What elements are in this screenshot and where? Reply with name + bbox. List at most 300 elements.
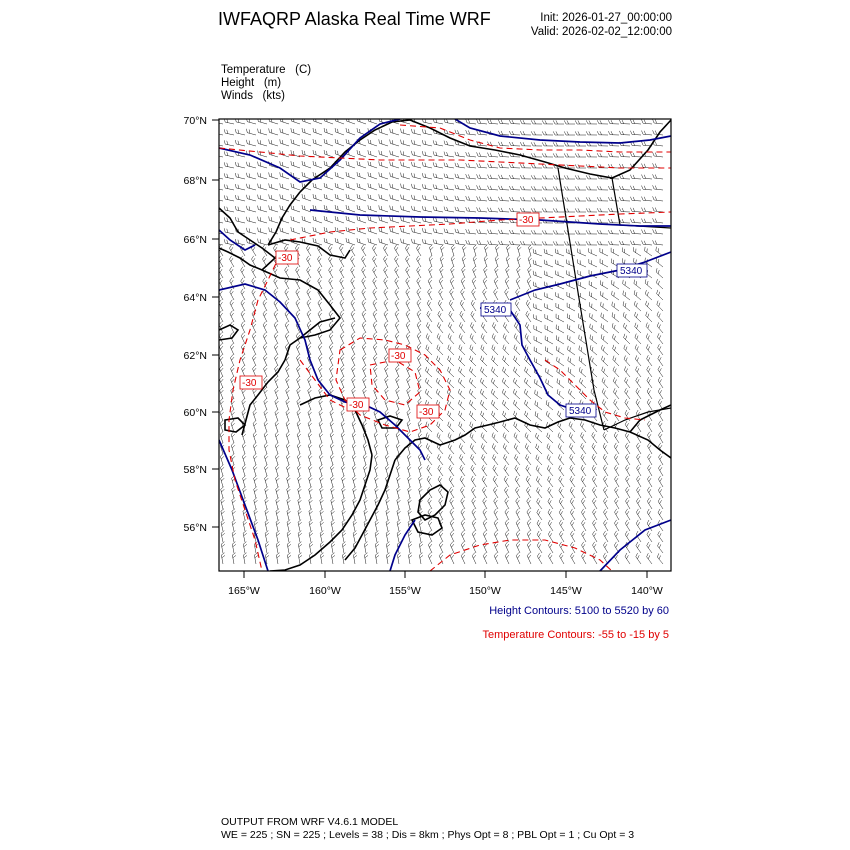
wind-barb (474, 245, 478, 256)
wind-barb (625, 520, 630, 531)
wind-barb (331, 465, 335, 476)
wind-barb (401, 217, 410, 223)
wind-barb (302, 117, 311, 124)
wind-barb (556, 314, 564, 322)
wind-barb (582, 531, 587, 542)
wind-barb (536, 455, 542, 465)
wind-barb (494, 509, 498, 520)
wind-barb (408, 498, 412, 509)
wind-barb (647, 542, 652, 553)
wind-barb (386, 553, 390, 564)
wind-barb (263, 322, 267, 333)
wind-barb (459, 443, 465, 454)
wind-barb (353, 465, 357, 476)
wind-barb (515, 465, 520, 476)
wind-barb (395, 256, 400, 267)
wind-barb (384, 267, 388, 278)
wind-barb (308, 443, 312, 454)
wind-barb (329, 278, 333, 289)
wind-barb (619, 164, 630, 168)
wind-barb (426, 345, 432, 355)
wind-barb (542, 153, 553, 157)
wind-barb (509, 208, 520, 212)
wind-barb (433, 206, 443, 212)
wind-barb (313, 117, 322, 124)
wind-barb (405, 245, 410, 256)
wind-barb (653, 229, 663, 234)
wind-barb (578, 281, 586, 289)
wind-barb (235, 162, 245, 168)
wind-barb (658, 476, 663, 487)
wind-barb (553, 186, 564, 190)
wind-barb (548, 531, 553, 542)
wind-barb (586, 241, 597, 245)
wind-barb (340, 355, 344, 366)
wind-barb (429, 256, 433, 267)
wind-barb (307, 256, 312, 267)
wind-barb (542, 175, 553, 179)
wind-barb (597, 208, 608, 212)
wind-barb (246, 206, 256, 212)
wind-barb (636, 388, 641, 399)
wind-barb (533, 260, 542, 267)
wind-barb (608, 230, 619, 234)
wind-barb (516, 278, 520, 289)
wind-barb (506, 267, 510, 278)
wind-barb (241, 322, 245, 333)
wind-barb (569, 443, 575, 454)
wind-barb (481, 411, 487, 421)
wind-barb (274, 311, 278, 322)
wind-barb (368, 139, 377, 146)
wind-barb (547, 465, 553, 476)
wind-barb (492, 356, 498, 366)
wind-barb (647, 509, 652, 520)
wind-barb (534, 314, 542, 322)
wind-barb (422, 173, 432, 179)
wind-barb (567, 324, 575, 333)
wind-barb (520, 241, 531, 245)
wind-barb (411, 162, 421, 168)
wind-barb (542, 241, 553, 245)
wind-barb (364, 542, 368, 553)
wind-barb (219, 355, 223, 366)
wind-barb (614, 432, 619, 443)
wind-barb (466, 229, 476, 234)
wind-barb (384, 333, 388, 344)
wind-barb (224, 228, 234, 234)
wind-barb (362, 355, 366, 366)
wind-barb (494, 278, 498, 289)
wind-barb (395, 311, 399, 322)
wind-barb (330, 432, 334, 443)
wind-barb (592, 454, 597, 465)
wind-barb (379, 161, 388, 168)
wind-barb (548, 487, 553, 498)
wind-barb (298, 531, 302, 542)
wind-barb (527, 553, 531, 564)
wind-barb (313, 139, 322, 146)
wind-barb (542, 131, 553, 135)
wind-barb (593, 520, 598, 531)
wind-barb (298, 553, 302, 564)
wind-barb (386, 509, 390, 520)
wind-barb (373, 322, 377, 333)
wind-barb (309, 520, 313, 531)
temperature-contour-label: -30 (242, 378, 257, 389)
wind-barb (384, 344, 388, 355)
wind-barb (460, 465, 465, 476)
wind-barb (488, 175, 499, 179)
wind-barb (612, 280, 620, 289)
wind-barb (579, 356, 586, 366)
wind-barb (368, 238, 377, 245)
wind-barb (483, 531, 487, 542)
wind-barb (297, 410, 301, 421)
wind-barb (564, 120, 575, 124)
wind-barb (515, 487, 520, 498)
wind-barb (612, 302, 619, 311)
wind-barb (622, 248, 630, 257)
wind-barb (600, 248, 608, 256)
valid-time: Valid: 2026-02-02_12:00:00 (530, 26, 672, 38)
wind-barb (374, 432, 378, 443)
wind-barb (276, 465, 280, 476)
wind-barb (252, 300, 256, 311)
wind-barb (581, 509, 586, 520)
wind-barb (646, 323, 652, 333)
wind-barb (503, 334, 509, 345)
wind-barb (461, 553, 465, 564)
wind-barb (481, 400, 488, 410)
wind-barb (302, 216, 311, 223)
wind-barb (357, 150, 366, 157)
wind-barb (395, 333, 399, 344)
wind-barb (269, 139, 278, 146)
wind-barb (509, 142, 520, 146)
wind-barb (264, 432, 268, 443)
wind-barb (219, 344, 223, 355)
wind-barb (559, 520, 564, 531)
wind-barb (243, 553, 247, 564)
wind-barb (351, 289, 355, 300)
wind-barb (213, 141, 223, 147)
wind-barb (604, 498, 609, 509)
wind-barb (418, 366, 422, 377)
wind-barb (390, 195, 399, 202)
wind-barb (472, 553, 476, 564)
wind-barb (401, 173, 410, 179)
wind-barb (481, 322, 487, 333)
wind-barb (473, 256, 477, 267)
wind-barb (407, 410, 411, 421)
wind-barb (503, 433, 509, 443)
wind-barb (647, 421, 652, 432)
wind-barb (492, 411, 498, 421)
wind-barb (509, 230, 520, 234)
wind-barb (533, 249, 542, 256)
wind-barb (324, 139, 333, 146)
wind-barb (362, 311, 366, 322)
wind-barb (623, 312, 630, 322)
wind-barb (492, 433, 498, 443)
wind-barb (419, 542, 423, 553)
wind-barb (488, 197, 499, 201)
wind-barb (269, 205, 278, 212)
wind-barb (231, 443, 235, 454)
wind-barb (525, 334, 531, 345)
wind-barb (558, 454, 564, 465)
wind-barb (309, 476, 313, 487)
wind-barb (235, 206, 245, 212)
wind-barb (547, 455, 553, 466)
wind-barb (472, 289, 476, 300)
wind-barb (438, 487, 443, 498)
wind-barb (582, 553, 587, 564)
wind-barb (428, 289, 432, 300)
wind-barb (433, 140, 443, 146)
wind-barb (318, 267, 322, 278)
wind-barb (581, 443, 586, 454)
wind-barb (647, 355, 652, 366)
wind-barb (623, 301, 630, 311)
wind-barb (385, 377, 389, 388)
wind-barb (433, 162, 443, 168)
wind-barb (602, 389, 608, 400)
height-contour-north2 (310, 210, 671, 226)
wind-barb (553, 153, 564, 157)
wind-barb (613, 388, 619, 399)
wind-barb (630, 208, 641, 212)
wind-barb (390, 129, 399, 136)
wind-barb (427, 465, 432, 476)
wind-barb (417, 355, 421, 366)
wind-barb (254, 476, 258, 487)
wind-barb (481, 345, 487, 355)
wind-barb (509, 241, 520, 245)
wind-barb (469, 389, 476, 399)
wind-barb (408, 476, 412, 487)
wind-barb (450, 553, 454, 564)
wind-barb (351, 355, 355, 366)
wind-barb (603, 443, 608, 454)
wind-barb (503, 400, 510, 410)
wind-barb (657, 553, 663, 564)
wind-barb (656, 268, 663, 278)
wind-barb (241, 300, 245, 311)
wind-barb (224, 162, 234, 168)
wind-barb (648, 465, 653, 476)
wind-barb (437, 322, 443, 333)
wind-barb (384, 278, 388, 289)
wind-barb (375, 487, 379, 498)
wind-barb (352, 454, 356, 465)
wind-barb (537, 520, 542, 531)
wind-barb (527, 509, 531, 520)
wind-barb (614, 443, 619, 454)
wind-barb (570, 465, 575, 476)
wind-barb (353, 553, 357, 564)
wind-barb (364, 465, 368, 476)
wind-barb (331, 476, 335, 487)
wind-barb (408, 509, 412, 520)
wind-barb (280, 117, 289, 124)
wind-barb (331, 542, 335, 553)
wind-barb (556, 325, 564, 333)
wind-barb (531, 208, 542, 212)
wind-barb (346, 238, 355, 245)
wind-barb (422, 184, 432, 190)
wind-barb (318, 355, 322, 366)
wind-barb (514, 433, 520, 443)
wind-barb (276, 531, 280, 542)
wind-barb (397, 498, 401, 509)
wind-barb (411, 129, 421, 135)
wind-barb (586, 230, 597, 234)
wind-barb (514, 356, 520, 366)
wind-barb (546, 400, 553, 410)
wind-barb (590, 345, 597, 355)
wind-barb (537, 498, 542, 509)
wind-barb (542, 197, 553, 201)
wind-barb (220, 377, 224, 388)
wind-barb (535, 411, 542, 421)
wind-barb (623, 323, 630, 333)
wind-barb (559, 487, 564, 498)
wind-barb (276, 553, 280, 564)
wind-barb (581, 465, 586, 476)
wind-barb (242, 443, 246, 454)
wind-barb (546, 379, 553, 388)
wind-barb (653, 240, 663, 245)
wind-barb (313, 161, 322, 168)
wind-barb (544, 271, 553, 278)
wind-barb (625, 553, 630, 564)
wind-barb (302, 139, 311, 146)
wind-barb (531, 230, 542, 234)
wind-barb (516, 553, 520, 564)
wind-barb (657, 333, 663, 344)
wind-barb (297, 377, 301, 388)
wind-barb (484, 256, 488, 267)
wind-barb (557, 379, 564, 389)
wind-barb (637, 454, 642, 465)
wind-barb (556, 346, 564, 355)
wind-barb (440, 267, 444, 278)
wind-barb (408, 465, 412, 476)
wind-barb (330, 421, 334, 432)
wind-barb (291, 183, 300, 190)
wind-barb (444, 130, 454, 135)
wind-barb (580, 421, 586, 432)
wind-barb (504, 465, 509, 476)
wind-barb (286, 388, 290, 399)
temperature-contour-label: -30 (278, 253, 293, 264)
wind-barb (417, 267, 421, 278)
wind-barb (558, 444, 564, 455)
wind-barb (498, 208, 509, 212)
wind-barb (379, 128, 388, 135)
wind-barb (477, 185, 487, 190)
wind-barb (397, 553, 401, 564)
wind-barb (433, 184, 443, 190)
wind-barb (545, 292, 554, 300)
wind-barb (351, 322, 355, 333)
wind-barb (564, 153, 575, 157)
wind-barb (406, 278, 410, 289)
wind-barb (600, 280, 608, 289)
wind-barb (527, 542, 531, 553)
wind-barb (483, 553, 487, 564)
wind-barb (492, 400, 499, 410)
wind-barb (564, 131, 575, 135)
wind-barb (335, 194, 344, 201)
wind-barb (324, 216, 333, 223)
wind-barb (246, 184, 256, 190)
wind-barb (385, 366, 389, 377)
wind-barb (531, 175, 542, 179)
wind-barb (221, 509, 225, 520)
wind-barb (428, 498, 432, 509)
wind-barb (450, 531, 454, 542)
wind-barb (340, 278, 344, 289)
wind-barb (241, 289, 245, 300)
wind-barb (318, 311, 322, 322)
wind-barb (535, 401, 542, 410)
wind-barb (406, 311, 410, 322)
wind-barb (331, 553, 335, 564)
wind-barb (526, 465, 531, 476)
wind-barb (373, 300, 377, 311)
wind-barb (481, 367, 488, 377)
wind-barb (466, 174, 476, 179)
wind-barb (520, 142, 531, 146)
wind-barb (357, 161, 366, 168)
wind-barb (213, 163, 223, 169)
wind-barb (419, 487, 423, 498)
wind-barb (658, 498, 663, 509)
wind-barb (637, 465, 642, 476)
wind-barb (221, 498, 225, 509)
wind-barb (636, 399, 641, 410)
wind-barb (612, 312, 619, 322)
wind-barb (437, 422, 443, 432)
wind-barb (449, 300, 454, 311)
wind-barb (280, 227, 289, 234)
wind-barb (357, 172, 366, 179)
wind-barb (579, 346, 586, 355)
wind-barb (477, 152, 487, 157)
wind-barb (269, 216, 278, 223)
wind-barb (368, 216, 377, 223)
wind-barb (285, 333, 289, 344)
height-contour-label: 5340 (484, 305, 507, 316)
wind-barb (241, 311, 245, 322)
wind-barb (505, 289, 509, 300)
wind-barb (470, 433, 476, 443)
wind-barb (498, 120, 509, 124)
wind-barb (657, 301, 663, 311)
wind-barb (291, 205, 300, 212)
wind-barb (330, 388, 334, 399)
wind-barb (286, 399, 290, 410)
wind-barb (324, 128, 333, 135)
wind-barb (439, 531, 443, 542)
wind-barb (264, 454, 268, 465)
wind-barb (296, 267, 300, 278)
st-lawrence-island (219, 325, 238, 340)
wind-barb (625, 443, 630, 454)
